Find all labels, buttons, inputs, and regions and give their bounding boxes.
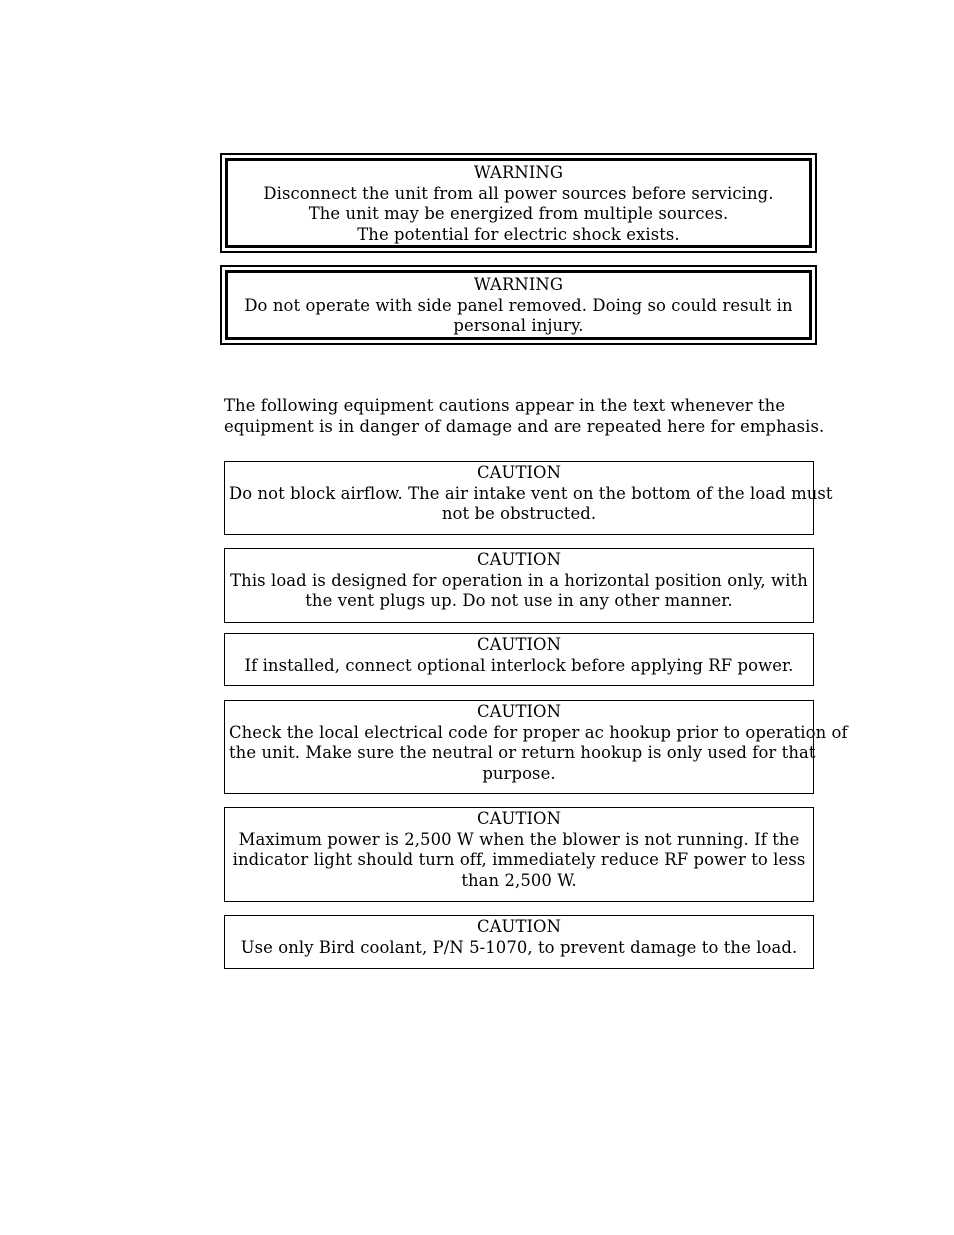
- caution-heading: CAUTION: [476, 702, 562, 721]
- caution-heading: CAUTION: [476, 809, 562, 828]
- warning-text-line: Do not operate with side panel removed. Doing so could result in: [244, 295, 793, 315]
- caution-box-1: [224, 461, 833, 535]
- warning-heading: WARNING: [473, 275, 564, 294]
- caution-box-3: [224, 633, 814, 686]
- caution-text-line: purpose.: [482, 763, 556, 783]
- caution-box-4: [224, 700, 848, 794]
- intro-line: The following equipment cautions appear in the text whenever the: [224, 396, 786, 415]
- caution-heading: CAUTION: [476, 635, 562, 654]
- warning-box-1: [220, 153, 817, 253]
- caution-text-line: Use only Bird coolant, P/N 5-1070, to prevent damage to the load.: [240, 937, 798, 957]
- intro-paragraph: [224, 395, 824, 437]
- caution-text-line: indicator light should turn off, immediately reduce RF power to less: [232, 850, 806, 869]
- caution-text-line: not be obstructed.: [441, 504, 597, 523]
- caution-heading: CAUTION: [476, 917, 562, 936]
- warning-text-line: personal injury.: [453, 316, 584, 335]
- intro-line: equipment is in danger of damage and are repeated here for emphasis.: [224, 417, 825, 436]
- caution-text-line: If installed, connect optional interlock before applying RF power.: [244, 655, 794, 675]
- caution-text-line: than 2,500 W.: [461, 870, 577, 890]
- caution-box-5: [224, 807, 814, 902]
- warning-text-line: Disconnect the unit from all power sources before servicing.: [263, 183, 774, 203]
- warning-heading: WARNING: [473, 163, 564, 182]
- warning-box-2: [220, 265, 817, 345]
- warning-box-1-inner: [225, 158, 812, 248]
- caution-text-line: the vent plugs up. Do not use in any other manner.: [305, 591, 733, 610]
- caution-text-line: Maximum power is 2,500 W when the blower is not running. If the: [238, 829, 800, 849]
- warning-text-line: The unit may be energized from multiple sources.: [308, 204, 729, 223]
- caution-box-6: [224, 915, 814, 969]
- warning-text-line: The potential for electric shock exists.: [357, 224, 680, 244]
- caution-heading: CAUTION: [476, 463, 562, 482]
- caution-heading: CAUTION: [476, 550, 562, 569]
- caution-text-line: Do not block airflow. The air intake vent on the bottom of the load must: [229, 483, 833, 503]
- caution-box-2: [224, 548, 814, 623]
- caution-text-line: the unit. Make sure the neutral or return hookup is only used for that: [229, 743, 816, 762]
- caution-text-line: This load is designed for operation in a horizontal position only, with: [230, 570, 808, 590]
- warning-box-2-inner: [225, 270, 812, 340]
- caution-text-line: Check the local electrical code for proper ac hookup prior to operation of: [229, 722, 848, 742]
